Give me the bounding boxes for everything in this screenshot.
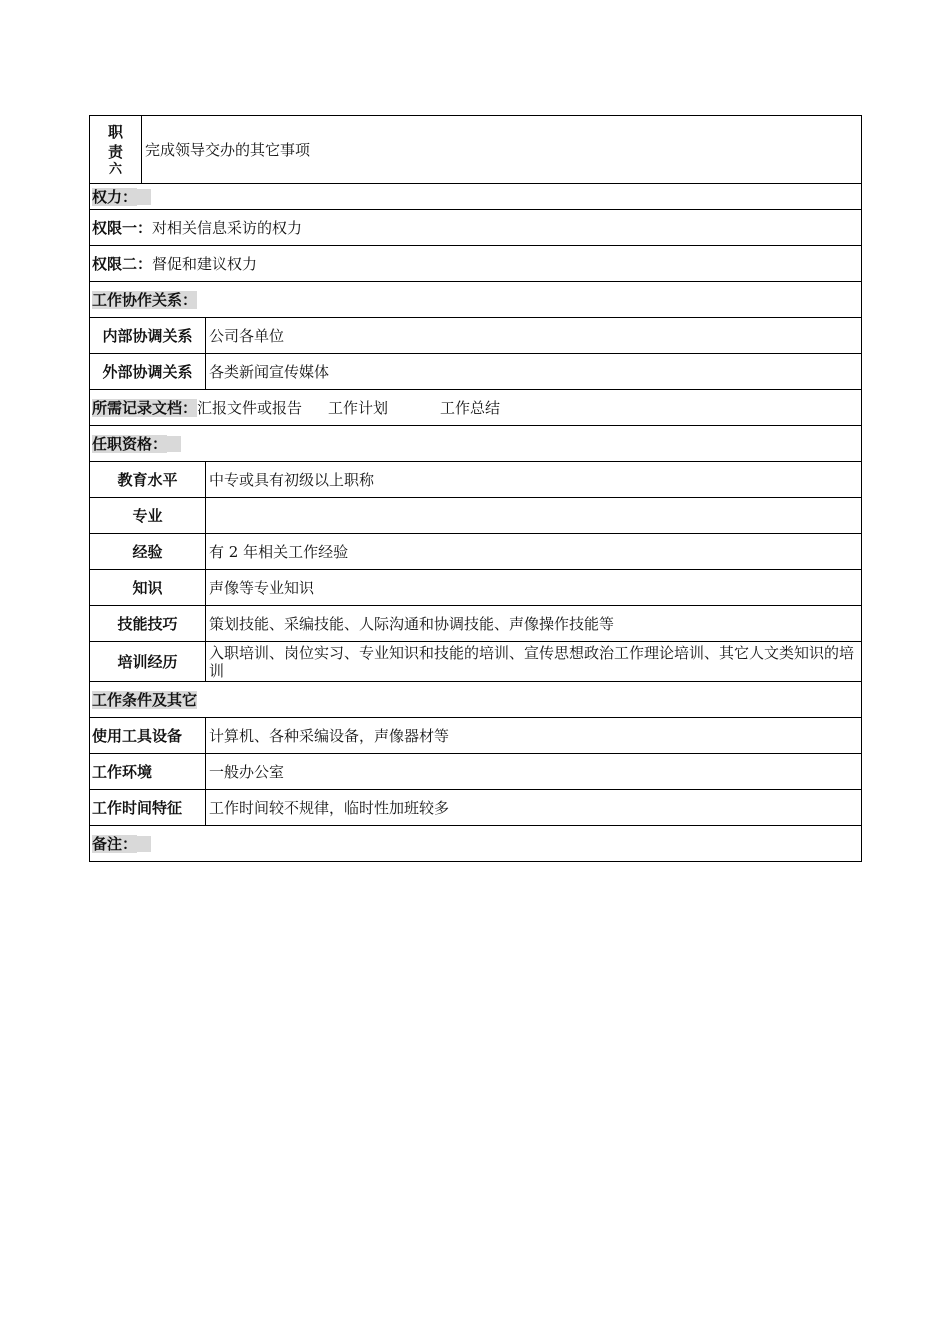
job-description-document — [89, 115, 861, 862]
conditions-heading-cell — [90, 682, 862, 718]
authority-item — [90, 210, 862, 246]
duty6-label-char: 责 — [107, 142, 123, 161]
remarks-heading: 备注： — [92, 834, 138, 853]
qualification-value: 入职培训、岗位实习、专业知识和技能的培训、宣传思想政治工作理论培训、其它人文类知识的培训 — [206, 642, 862, 682]
qualification-row — [90, 534, 862, 570]
qualification-row — [90, 462, 862, 498]
qualification-label: 经验 — [90, 534, 206, 570]
cooperation-value: 公司各单位 — [206, 318, 862, 354]
authority-item — [90, 246, 862, 282]
authority-item-value: 督促和建议权力 — [152, 254, 258, 273]
duty6-content: 完成领导交办的其它事项 — [142, 116, 862, 184]
conditions-row — [90, 754, 862, 790]
cooperation-label: 内部协调关系 — [90, 318, 206, 354]
qualification-label: 教育水平 — [90, 462, 206, 498]
conditions-value: 一般办公室 — [206, 754, 862, 790]
duty6-label-char: 职 — [107, 122, 123, 141]
qualification-heading: 任职资格： — [92, 434, 168, 453]
qualification-label: 知识 — [90, 570, 206, 606]
records-item: 工作计划 — [328, 398, 389, 417]
conditions-label: 使用工具设备 — [90, 718, 206, 754]
qualification-row — [90, 642, 862, 682]
authority-item-label: 权限二： — [92, 254, 153, 273]
cooperation-heading: 工作协作关系： — [92, 290, 198, 309]
qualification-label: 专业 — [90, 498, 206, 534]
authority-heading: 权力： — [92, 187, 138, 206]
qualification-heading-cell — [90, 426, 862, 462]
conditions-value: 计算机、各种采编设备，声像器材等 — [206, 718, 862, 754]
records-item: 工作总结 — [440, 398, 501, 417]
qualification-value — [206, 498, 862, 534]
qualification-row — [90, 606, 862, 642]
authority-heading-cell — [90, 184, 862, 210]
records-item: 汇报文件或报告 — [197, 398, 303, 417]
qualification-row — [90, 498, 862, 534]
conditions-heading: 工作条件及其它 — [92, 690, 198, 709]
authority-item-value: 对相关信息采访的权力 — [152, 218, 303, 237]
conditions-value: 工作时间较不规律，临时性加班较多 — [206, 790, 862, 826]
authority-item-label: 权限一： — [92, 218, 153, 237]
qualification-value: 有 2 年相关工作经验 — [206, 534, 862, 570]
duty6-label — [90, 116, 142, 184]
qualification-value: 策划技能、采编技能、人际沟通和协调技能、声像操作技能等 — [206, 606, 862, 642]
cooperation-row — [90, 354, 862, 390]
cooperation-row — [90, 318, 862, 354]
duty6-row — [90, 116, 862, 184]
conditions-label: 工作环境 — [90, 754, 206, 790]
qualification-value: 声像等专业知识 — [206, 570, 862, 606]
qualification-label: 技能技巧 — [90, 606, 206, 642]
qualification-row — [90, 570, 862, 606]
cooperation-heading-cell — [90, 282, 862, 318]
conditions-label: 工作时间特征 — [90, 790, 206, 826]
remarks-heading-cell — [90, 826, 862, 862]
duty6-label-char: 六 — [108, 161, 122, 177]
job-description-table — [89, 115, 862, 862]
cooperation-value: 各类新闻宣传媒体 — [206, 354, 862, 390]
qualification-value: 中专或具有初级以上职称 — [206, 462, 862, 498]
cooperation-label: 外部协调关系 — [90, 354, 206, 390]
qualification-label: 培训经历 — [90, 642, 206, 682]
records-label: 所需记录文档： — [92, 398, 198, 417]
conditions-row — [90, 718, 862, 754]
conditions-row — [90, 790, 862, 826]
records-row — [90, 390, 862, 426]
